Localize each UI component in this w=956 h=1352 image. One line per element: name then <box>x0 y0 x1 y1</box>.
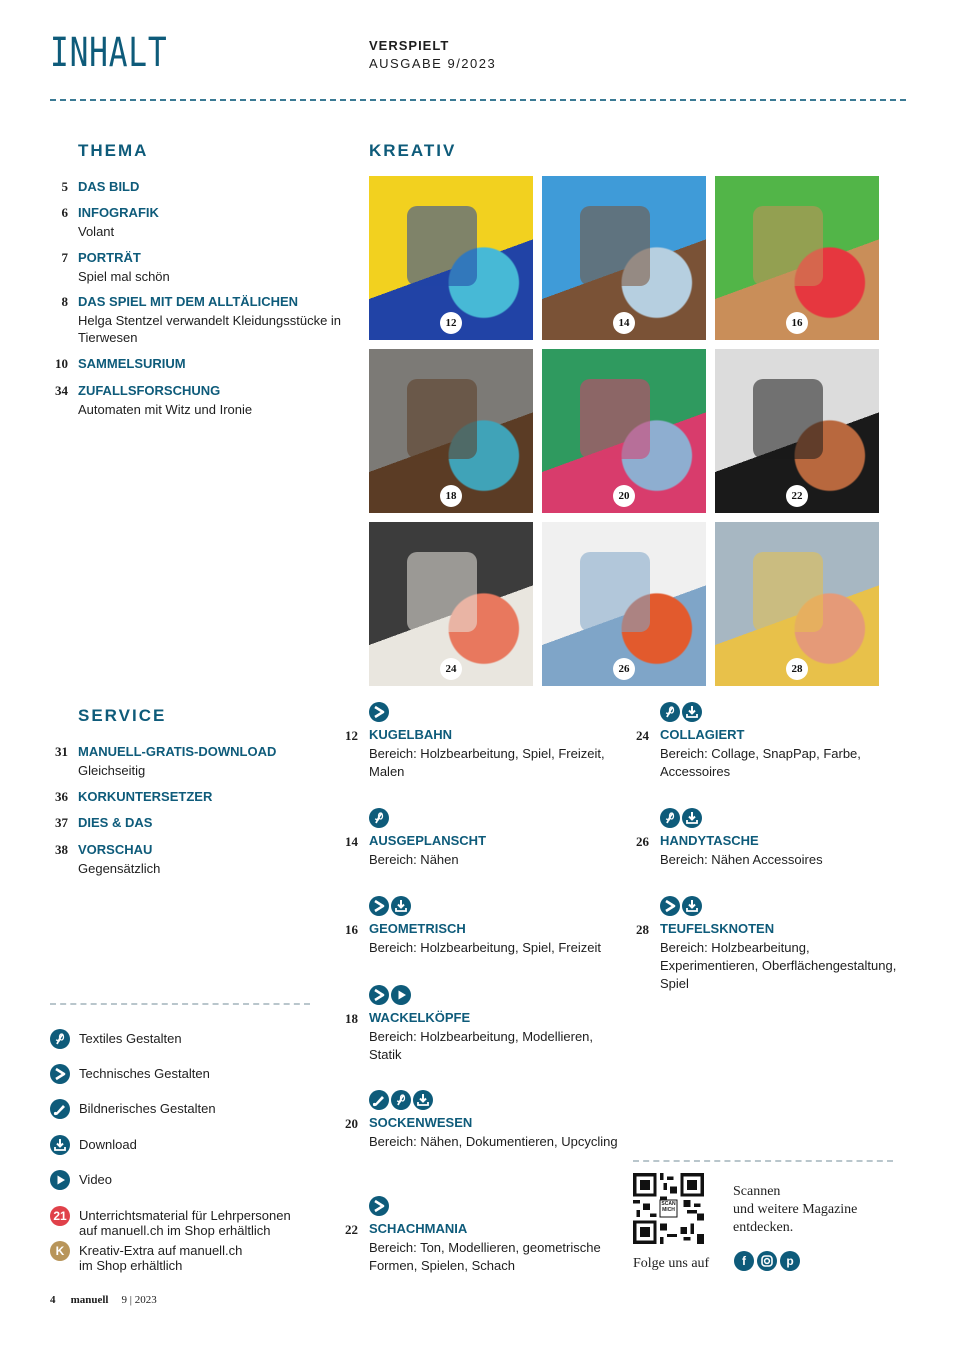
page-badge: 12 <box>440 312 462 334</box>
course-subtitle: Bereich: Holzbearbeitung, Spiel, Freizeit <box>369 940 601 955</box>
course-page-number: 20 <box>345 1116 358 1131</box>
project-photo-16[interactable] <box>715 176 879 340</box>
service-title[interactable]: VORSCHAU <box>78 842 153 857</box>
toc-subtitle: Volant <box>78 224 115 239</box>
course-icons <box>660 808 702 828</box>
download-icon <box>50 1135 70 1155</box>
service-page-number: 38 <box>55 842 68 857</box>
scan-text-3: entdecken. <box>733 1220 794 1235</box>
scan-text-2: und weitere Magazine <box>733 1202 858 1217</box>
service-title[interactable]: MANUELL-GRATIS-DOWNLOAD <box>78 744 277 759</box>
textil-icon <box>391 1090 411 1110</box>
toc-title[interactable]: SAMMELSURIUM <box>78 356 186 371</box>
course-icons <box>660 896 702 916</box>
toc-subtitle: Spiel mal schön <box>78 269 170 284</box>
technisch-icon <box>50 1064 70 1084</box>
toc-page-number: 8 <box>61 294 68 309</box>
footer-issue: 9 | 2023 <box>121 1294 157 1306</box>
toc-subtitle: Automaten mit Witz und Ironie <box>78 402 253 417</box>
toc-title[interactable]: ZUFALLSFORSCHUNG <box>78 383 221 398</box>
footer-brand: manuell <box>70 1294 109 1306</box>
course-icons <box>660 702 702 722</box>
download-icon <box>391 896 411 916</box>
page-badge: 20 <box>613 485 635 507</box>
photo-object <box>753 379 823 459</box>
technisch-icon <box>369 1196 389 1216</box>
toc-title[interactable]: PORTRÄT <box>78 250 141 265</box>
course-page-number: 12 <box>345 728 358 743</box>
toc-subtitle: Helga Stentzel verwandelt Kleidungsstücke in Tierwesen <box>78 313 342 345</box>
unterricht-line2: auf manuell.ch im Shop erhältlich <box>79 1223 271 1238</box>
kreativ-extra-line2: im Shop erhältlich <box>79 1258 183 1273</box>
footer-page: 4 <box>50 1294 56 1306</box>
toc-page-number: 5 <box>61 179 68 194</box>
download-icon <box>413 1090 433 1110</box>
course-title[interactable]: HANDYTASCHE <box>660 833 759 848</box>
course-title[interactable]: WACKELKÖPFE <box>369 1010 471 1025</box>
unterricht-badge: 21 <box>50 1206 70 1226</box>
course-title[interactable]: SCHACHMANIA <box>369 1221 468 1236</box>
course-title[interactable]: GEOMETRISCH <box>369 921 466 936</box>
photo-object <box>407 206 477 286</box>
toc-page-number: 6 <box>61 205 68 220</box>
course-page-number: 18 <box>345 1011 358 1026</box>
facebook-icon[interactable]: f <box>734 1251 754 1271</box>
technisch-icon <box>369 702 389 722</box>
course-title[interactable]: KUGELBAHN <box>369 727 453 742</box>
project-photo-22[interactable] <box>715 349 879 513</box>
technisch-icon <box>660 896 680 916</box>
service-title[interactable]: DIES & DAS <box>78 815 153 830</box>
legend-label: Video <box>79 1172 113 1187</box>
legend-label: Download <box>79 1137 137 1152</box>
textil-icon <box>660 702 680 722</box>
service-subtitle: Gleichseitig <box>78 763 146 778</box>
service-page-number: 31 <box>55 744 68 759</box>
course-page-number: 14 <box>345 834 358 849</box>
course-title[interactable]: SOCKENWESEN <box>369 1115 473 1130</box>
course-icons <box>369 985 411 1005</box>
toc-page-number: 7 <box>61 250 68 265</box>
toc-title[interactable]: INFOGRAFIK <box>78 205 159 220</box>
kreativ-extra-line1: Kreativ-Extra auf manuell.ch <box>79 1243 243 1258</box>
toc-page-number: 34 <box>55 383 68 398</box>
course-page-number: 26 <box>636 834 649 849</box>
page-badge: 22 <box>786 485 808 507</box>
scan-text-1: Scannen <box>733 1184 781 1199</box>
photo-object <box>407 552 477 632</box>
course-subtitle: Bereich: Holzbearbeitung, Spiel, Freizeit, Malen <box>369 746 605 779</box>
toc-title[interactable]: DAS BILD <box>78 179 140 194</box>
page-title: INHALT <box>50 30 168 76</box>
bildnerisch-icon <box>50 1099 70 1119</box>
course-subtitle: Bereich: Collage, SnapPap, Farbe, Accessoires <box>660 746 861 779</box>
qr-code[interactable] <box>633 1173 704 1244</box>
toc-title[interactable]: DAS SPIEL MIT DEM ALLTÄLICHEN <box>78 294 299 309</box>
page-badge: 28 <box>786 658 808 680</box>
course-title[interactable]: COLLAGIERT <box>660 727 745 742</box>
kreativ-heading: KREATIV <box>369 141 457 160</box>
photo-object <box>407 379 477 459</box>
technisch-icon <box>369 896 389 916</box>
project-photo-14[interactable] <box>542 176 706 340</box>
toc-page-number: 10 <box>55 356 68 371</box>
course-icons <box>369 1090 433 1110</box>
page-badge: 26 <box>613 658 635 680</box>
legend-label: Technisches Gestalten <box>79 1066 210 1081</box>
service-page-number: 37 <box>55 815 68 830</box>
course-page-number: 22 <box>345 1222 358 1237</box>
textil-icon <box>369 808 389 828</box>
course-page-number: 28 <box>636 922 649 937</box>
course-subtitle: Bereich: Nähen <box>369 852 459 867</box>
course-title[interactable]: TEUFELSKNOTEN <box>660 921 775 936</box>
legend-label: Textiles Gestalten <box>79 1031 182 1046</box>
technisch-icon <box>369 985 389 1005</box>
issue-theme: VERSPIELT <box>369 38 450 53</box>
project-photo-24[interactable] <box>369 522 533 686</box>
legend-divider <box>50 1003 310 1005</box>
course-icons <box>369 1196 389 1216</box>
instagram-icon[interactable] <box>757 1251 777 1271</box>
course-subtitle: Bereich: Nähen, Dokumentieren, Upcycling <box>369 1134 618 1149</box>
pinterest-icon[interactable]: p <box>780 1251 800 1271</box>
course-subtitle: Bereich: Nähen Accessoires <box>660 852 823 867</box>
legend-label: Bildnerisches Gestalten <box>79 1101 216 1116</box>
unterricht-line1: Unterrichtsmaterial für Lehrpersonen <box>79 1208 291 1223</box>
course-icons <box>369 702 389 722</box>
footer <box>50 1294 157 1306</box>
service-title[interactable]: KORKUNTERSETZER <box>78 789 213 804</box>
kreativ-extra-badge: K <box>50 1241 70 1261</box>
photo-object <box>753 552 823 632</box>
textil-icon <box>50 1029 70 1049</box>
download-icon <box>682 808 702 828</box>
qr-label: SCAN MICH <box>661 1201 676 1213</box>
video-icon <box>50 1170 70 1190</box>
course-page-number: 16 <box>345 922 358 937</box>
page-badge: 18 <box>440 485 462 507</box>
course-subtitle: Bereich: Holzbearbeitung, Modellieren, Statik <box>369 1029 594 1062</box>
service-page-number: 36 <box>55 789 68 804</box>
follow-text: Folge uns auf <box>633 1256 710 1271</box>
course-subtitle: Bereich: Holzbearbeitung, Experimentieren, Oberflächengestaltung, Spiel <box>660 940 897 991</box>
photo-object <box>580 206 650 286</box>
project-photo-20[interactable] <box>542 349 706 513</box>
photo-object <box>580 379 650 459</box>
project-photo-18[interactable] <box>369 349 533 513</box>
thema-heading: THEMA <box>78 141 149 160</box>
project-photo-26[interactable] <box>542 522 706 686</box>
header-divider <box>50 99 906 101</box>
download-icon <box>682 896 702 916</box>
page-badge: 14 <box>613 312 635 334</box>
textil-icon <box>660 808 680 828</box>
course-icons <box>369 808 389 828</box>
course-icons <box>369 896 411 916</box>
download-icon <box>682 702 702 722</box>
course-subtitle: Bereich: Ton, Modellieren, geometrische Formen, Spielen, Schach <box>369 1240 601 1273</box>
course-page-number: 24 <box>636 728 649 743</box>
issue-label: AUSGABE 9/2023 <box>369 56 497 71</box>
service-subtitle: Gegensätzlich <box>78 861 161 876</box>
project-photo-12[interactable] <box>369 176 533 340</box>
scan-text <box>733 1183 893 1237</box>
promo-divider <box>633 1160 893 1162</box>
course-title[interactable]: AUSGEPLANSCHT <box>369 833 487 848</box>
bildnerisch-icon <box>369 1090 389 1110</box>
video-icon <box>391 985 411 1005</box>
project-photo-28[interactable] <box>715 522 879 686</box>
photo-object <box>753 206 823 286</box>
page-badge: 24 <box>440 658 462 680</box>
photo-object <box>580 552 650 632</box>
page-badge: 16 <box>786 312 808 334</box>
service-heading: SERVICE <box>78 706 167 725</box>
